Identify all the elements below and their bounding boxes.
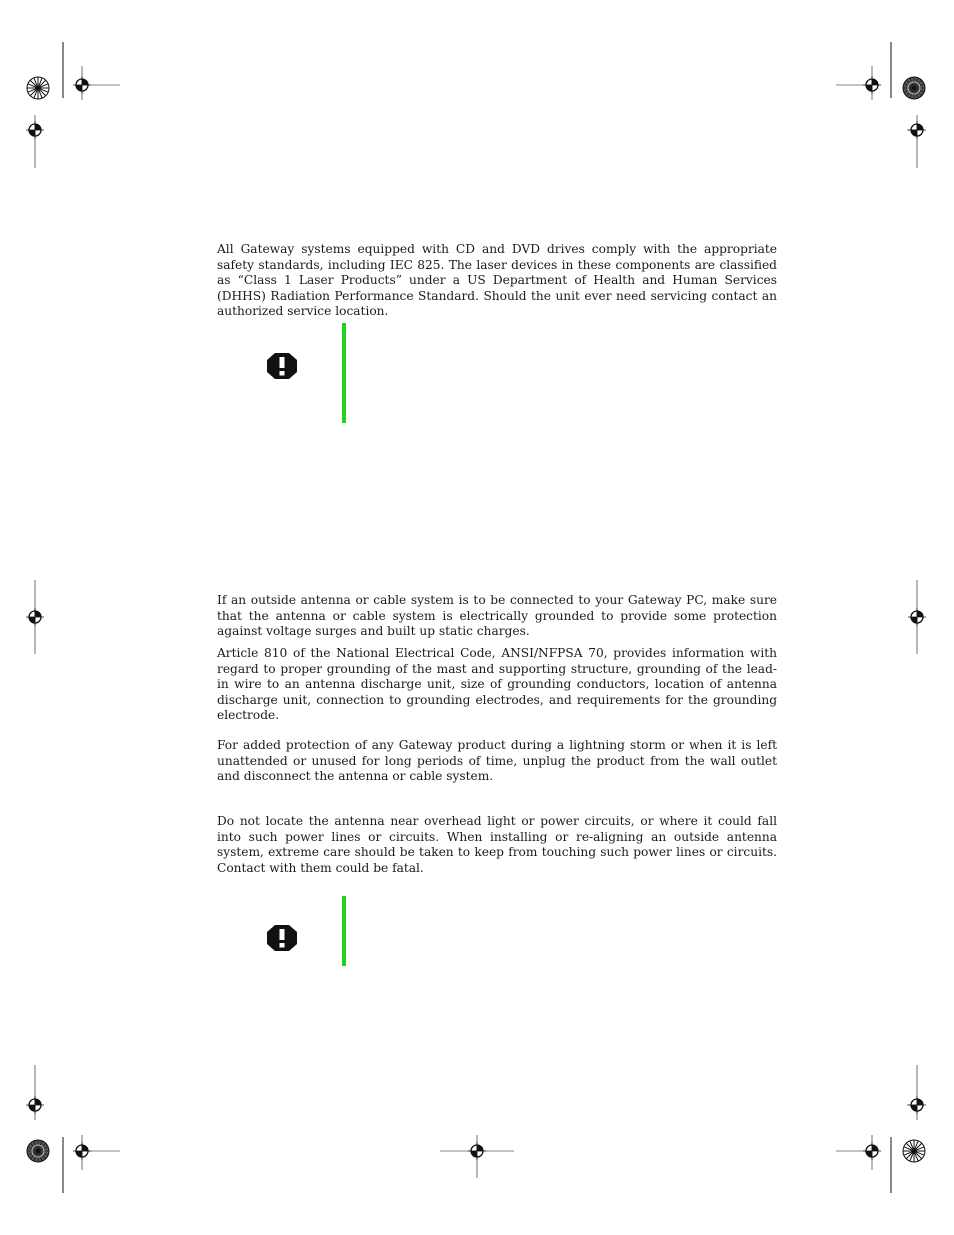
registration-mark-icon	[908, 608, 926, 626]
registration-mark-icon	[73, 76, 91, 94]
registration-mark-icon	[863, 76, 881, 94]
lightning-paragraph: For added protection of any Gateway product during a lightning storm or when it is left unattended or unused for long periods of time, unplug the product from the wall outlet and disconnect the antenna or cable system.	[217, 738, 777, 784]
registration-mark-icon	[26, 1096, 44, 1114]
registration-mark-icon	[26, 608, 44, 626]
registration-mark-icon	[908, 1096, 926, 1114]
registration-mark-icon	[73, 1142, 91, 1160]
antenna-grounding-paragraph: If an outside antenna or cable system is to be connected to your Gateway PC, make sure that the antenna or cable system is electrically grounded to provide some protection against voltage surges and built up static charges.	[217, 593, 777, 639]
laser-safety-paragraph: All Gateway systems equipped with CD and DVD drives comply with the appropriate safety standards, including IEC 825. The laser devices in these components are classified as “Class 1 Laser Products” under a US Department of Health and Human Services (DHHS) Radiation Performance Standard. Should the unit ever need servicing contact an authorized service location.	[217, 242, 777, 319]
registration-mark-icon	[863, 1142, 881, 1160]
printer-rosette-icon	[26, 76, 50, 100]
nec-article-paragraph: Article 810 of the National Electrical Code, ANSI/NFPSA 70, provides information with regard to proper grounding of the mast and supporting structure, grounding of the lead-in wire to an antenna discharge unit, size of grounding conductors, location of antenna discharge unit, connection to grounding electrodes, and requirements for the grounding electrode.	[217, 646, 777, 723]
power-lines-paragraph: Do not locate the antenna near overhead light or power circuits, or where it could fall into such power lines or circuits. When installing or re-aligning an outside antenna system, extreme care should be taken to keep from touching such power lines or circuits. Contact with them could be fatal.	[217, 814, 777, 875]
registration-mark-icon	[908, 121, 926, 139]
printer-rosette-icon	[26, 1139, 50, 1163]
registration-mark-icon	[468, 1142, 486, 1160]
printer-rosette-icon	[902, 1139, 926, 1163]
registration-mark-icon	[26, 121, 44, 139]
printer-rosette-icon	[902, 76, 926, 100]
